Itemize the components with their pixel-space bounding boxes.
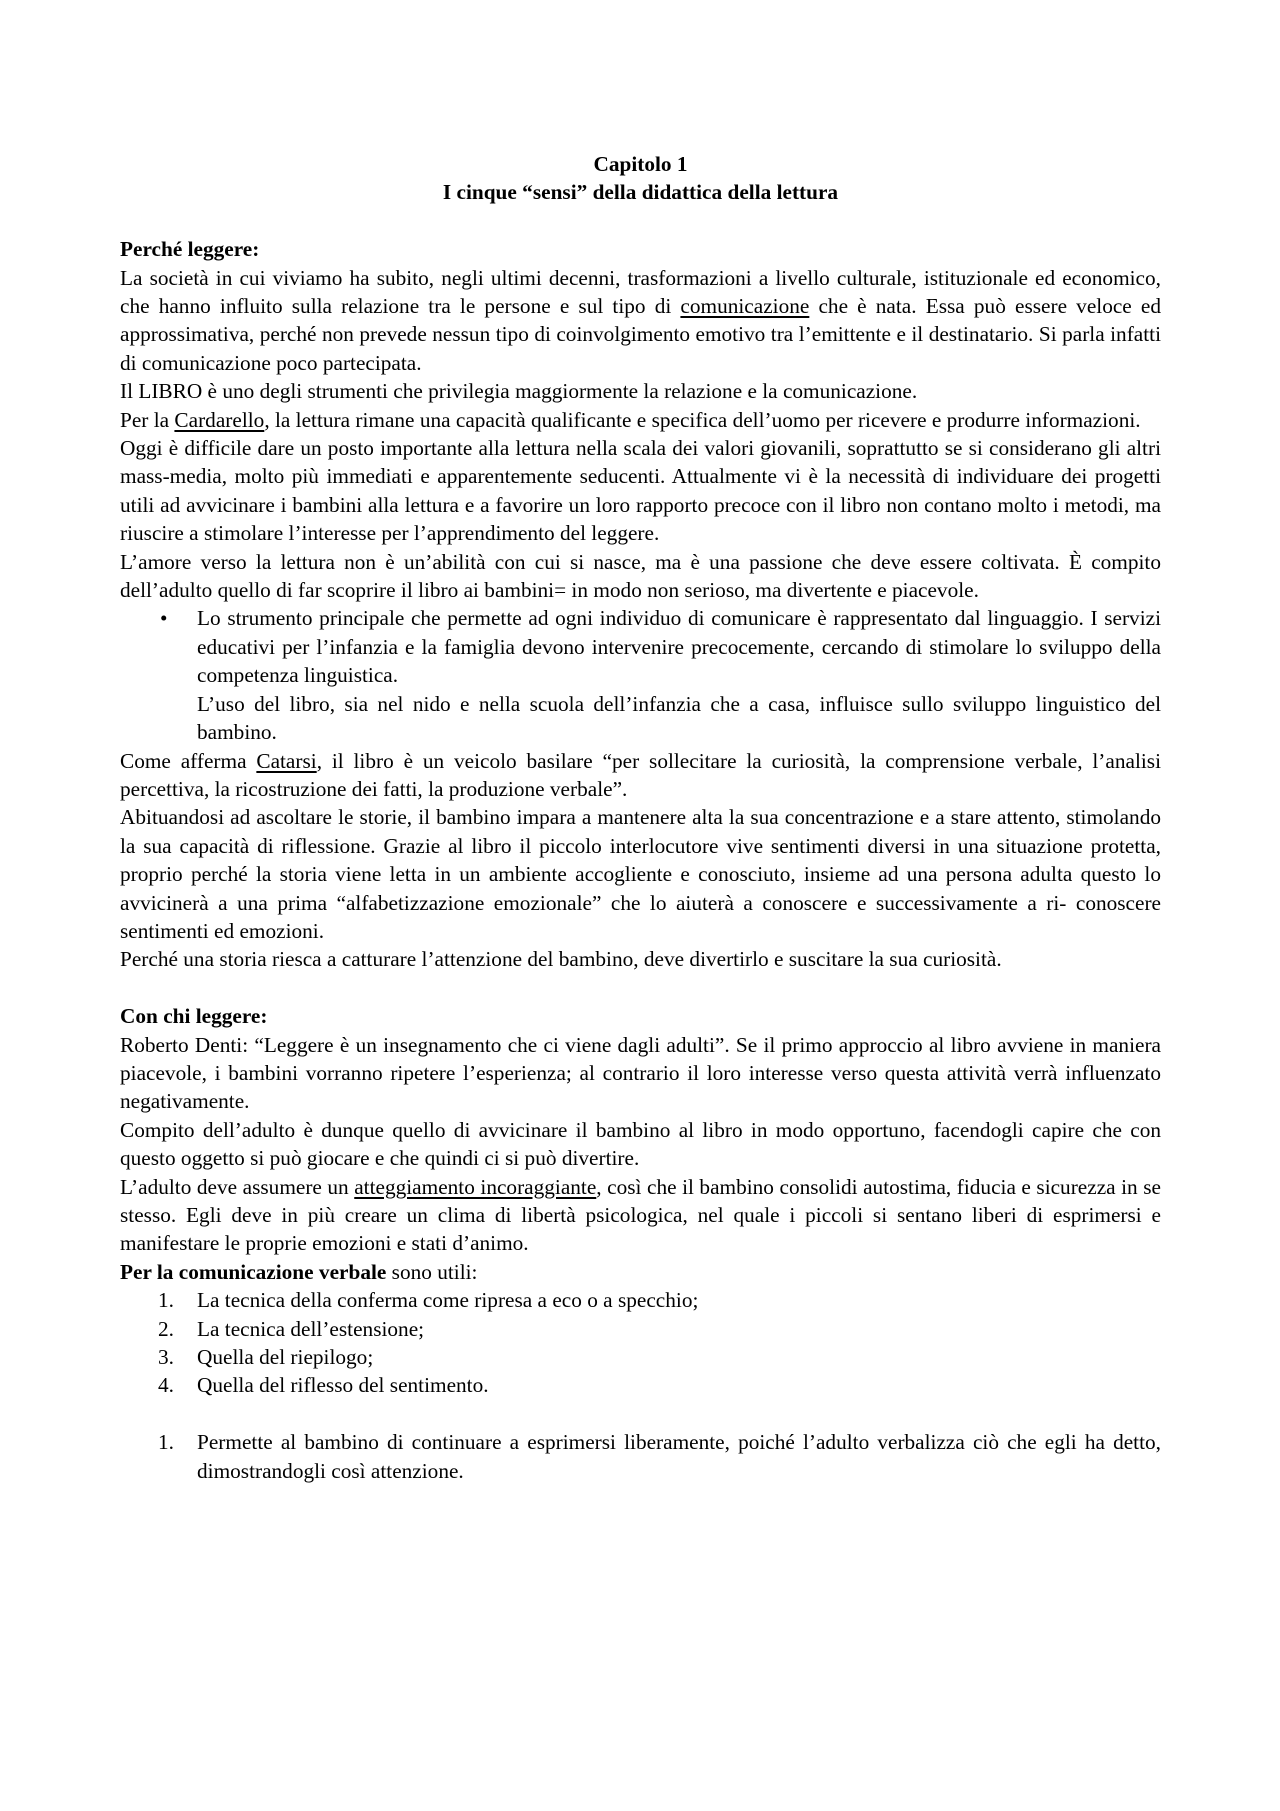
paragraph-text: sono utili: [386,1259,478,1284]
spacer [120,974,1161,1002]
paragraph-text: L’adulto deve assumere un [120,1174,355,1199]
list-item [120,604,1161,689]
paragraph-text: che è nata. Essa può essere veloce ed approssimativa, perché non prevede nessun tipo di coinvolgimento emotivo tra l’emittente e il destinatario. Si parla infatti di comunicazione poco partecipata. [120,294,1162,375]
section-heading-con-chi-leggere: Con chi leggere: [120,1004,268,1029]
section-heading-perche-leggere: Perché leggere: [120,237,260,262]
underlined-term: Catarsi [256,748,317,773]
underlined-term: Cardarello [174,407,265,432]
paragraph: Roberto Denti: “Leggere è un insegnamento che ci viene dagli adulti”. Se il primo approccio al libro avviene in maniera piacevole, i bambini vorranno ripetere l’esperienza; al contrario il loro interesse verso questa attività verrà influenzato negativamente. [120,1032,1161,1114]
list-item [120,1371,1161,1399]
numbered-list [120,1286,1161,1400]
paragraph-text: , il libro è un veicolo basilare “per sollecitare la curiosità, la comprensione verbale, l’analisi percettiva, la ricostruzione dei fatti, la produzione verbale”. [120,748,1161,801]
list-item-text: La tecnica della conferma come ripresa a eco o a specchio; [197,1288,699,1313]
spacer [120,1400,1161,1428]
list-number: 1. [158,1430,174,1455]
paragraph [120,406,1161,434]
indented-paragraph: L’uso del libro, sia nel nido e nella scuola dell’infanzia che a casa, influisce sullo sviluppo linguistico del bambino. [197,691,1161,745]
underlined-term: comunicazione [680,294,810,319]
list-number: 4. [158,1373,174,1398]
paragraph-text: La società in cui viviamo ha subito, negli ultimi decenni, trasformazioni a livello culturale, istituzionale ed economico, che hanno influito sulla relazione tra le persone e sul tipo di [120,265,1161,319]
list-item [120,1428,1161,1485]
paragraph-text: , la lettura rimane una capacità qualificante e specifica dell’uomo per ricevere e produrre informazioni. [264,407,1141,432]
list-item [120,1286,1161,1314]
list-item [120,1343,1161,1371]
numbered-list [120,1428,1161,1485]
list-item-text: Permette al bambino di continuare a esprimersi liberamente, poiché l’adulto verbalizza ciò che egli ha detto, dimostrandogli così attenzione. [197,1430,1161,1483]
list-item-text: La tecnica dell’estensione; [197,1316,425,1341]
bullet-icon: • [160,606,168,631]
bold-text: Per la comunicazione verbale [120,1259,387,1284]
list-item-text: Lo strumento principale che permette ad ogni individuo di comunicare è rappresentato dal linguaggio. I servizi educativi per l’infanzia e la famiglia devono intervenire precocemente, cercando di stimolare lo sviluppo della competenza linguistica. [197,606,1161,688]
paragraph: Compito dell’adulto è dunque quello di avvicinare il bambino al libro in modo opportuno, facendogli capire che con questo oggetto si può giocare e che quindi ci si può divertire. [120,1117,1161,1171]
chapter-label: Capitolo 1 [593,152,688,176]
underlined-term: atteggiamento incoraggiante [354,1174,597,1199]
paragraph: Il LIBRO è uno degli strumenti che privilegia maggiormente la relazione e la comunicazione. [120,379,918,404]
paragraph: L’amore verso la lettura non è un’abilità con cui si nasce, ma è una passione che deve essere coltivata. È compito dell’adulto quello di far scoprire il libro ai bambini= in modo non serioso, ma divertente e piacevole. [120,549,1161,603]
paragraph [120,1258,1161,1286]
paragraph [120,1173,1161,1258]
paragraph: Oggi è difficile dare un posto importante alla lettura nella scala dei valori giovanili, soprattutto se si considerano gli altri mass-media, molto più immediati e apparentemente seducenti. Attualmente vi è la necessità di individuare dei progetti utili ad avvicinare i bambini alla lettura e a favorire un loro rapporto precoce con il libro non contano molto i metodi, ma riuscire a stimolare l’interesse per l’apprendimento del leggere. [120,436,1161,546]
list-number: 3. [158,1345,174,1370]
paragraph [120,747,1161,804]
list-number: 1. [158,1288,174,1313]
paragraph-text: , così che il bambino consolidi autostima, fiducia e sicurezza in se stesso. Egli deve in più creare un clima di libertà psicologica, nel quale i piccoli si sentano liberi di esprimersi e manifestare le proprie emozioni e stati d’animo. [120,1174,1161,1256]
spacer [120,207,1161,235]
list-number: 2. [158,1316,174,1341]
paragraph: Perché una storia riesca a catturare l’attenzione del bambino, deve divertirlo e suscitare la sua curiosità. [120,947,1002,972]
paragraph-text: Come afferma [120,748,257,773]
list-item [120,1315,1161,1343]
list-item-text: Quella del riepilogo; [197,1345,374,1370]
paragraph-text: Per la [120,407,175,432]
list-item-text: Quella del riflesso del sentimento. [197,1373,489,1398]
paragraph: Abituandosi ad ascoltare le storie, il bambino impara a mantenere alta la sua concentrazione e a stare attento, stimolando la sua capacità di riflessione. Grazie al libro il piccolo interlocutore vive sentimenti diversi in una situazione protetta, proprio perché la storia viene letta in un ambiente accogliente e conosciuto, insieme ad una persona adulta questo lo avvicinerà a una prima “alfabetizzazione emozionale” che lo aiuterà a conoscere e successivamente a ri- conoscere sentimenti ed emozioni. [120,805,1161,943]
chapter-title: I cinque “sensi” della didattica della lettura [442,180,839,205]
bullet-list [120,604,1161,689]
paragraph [120,264,1161,378]
